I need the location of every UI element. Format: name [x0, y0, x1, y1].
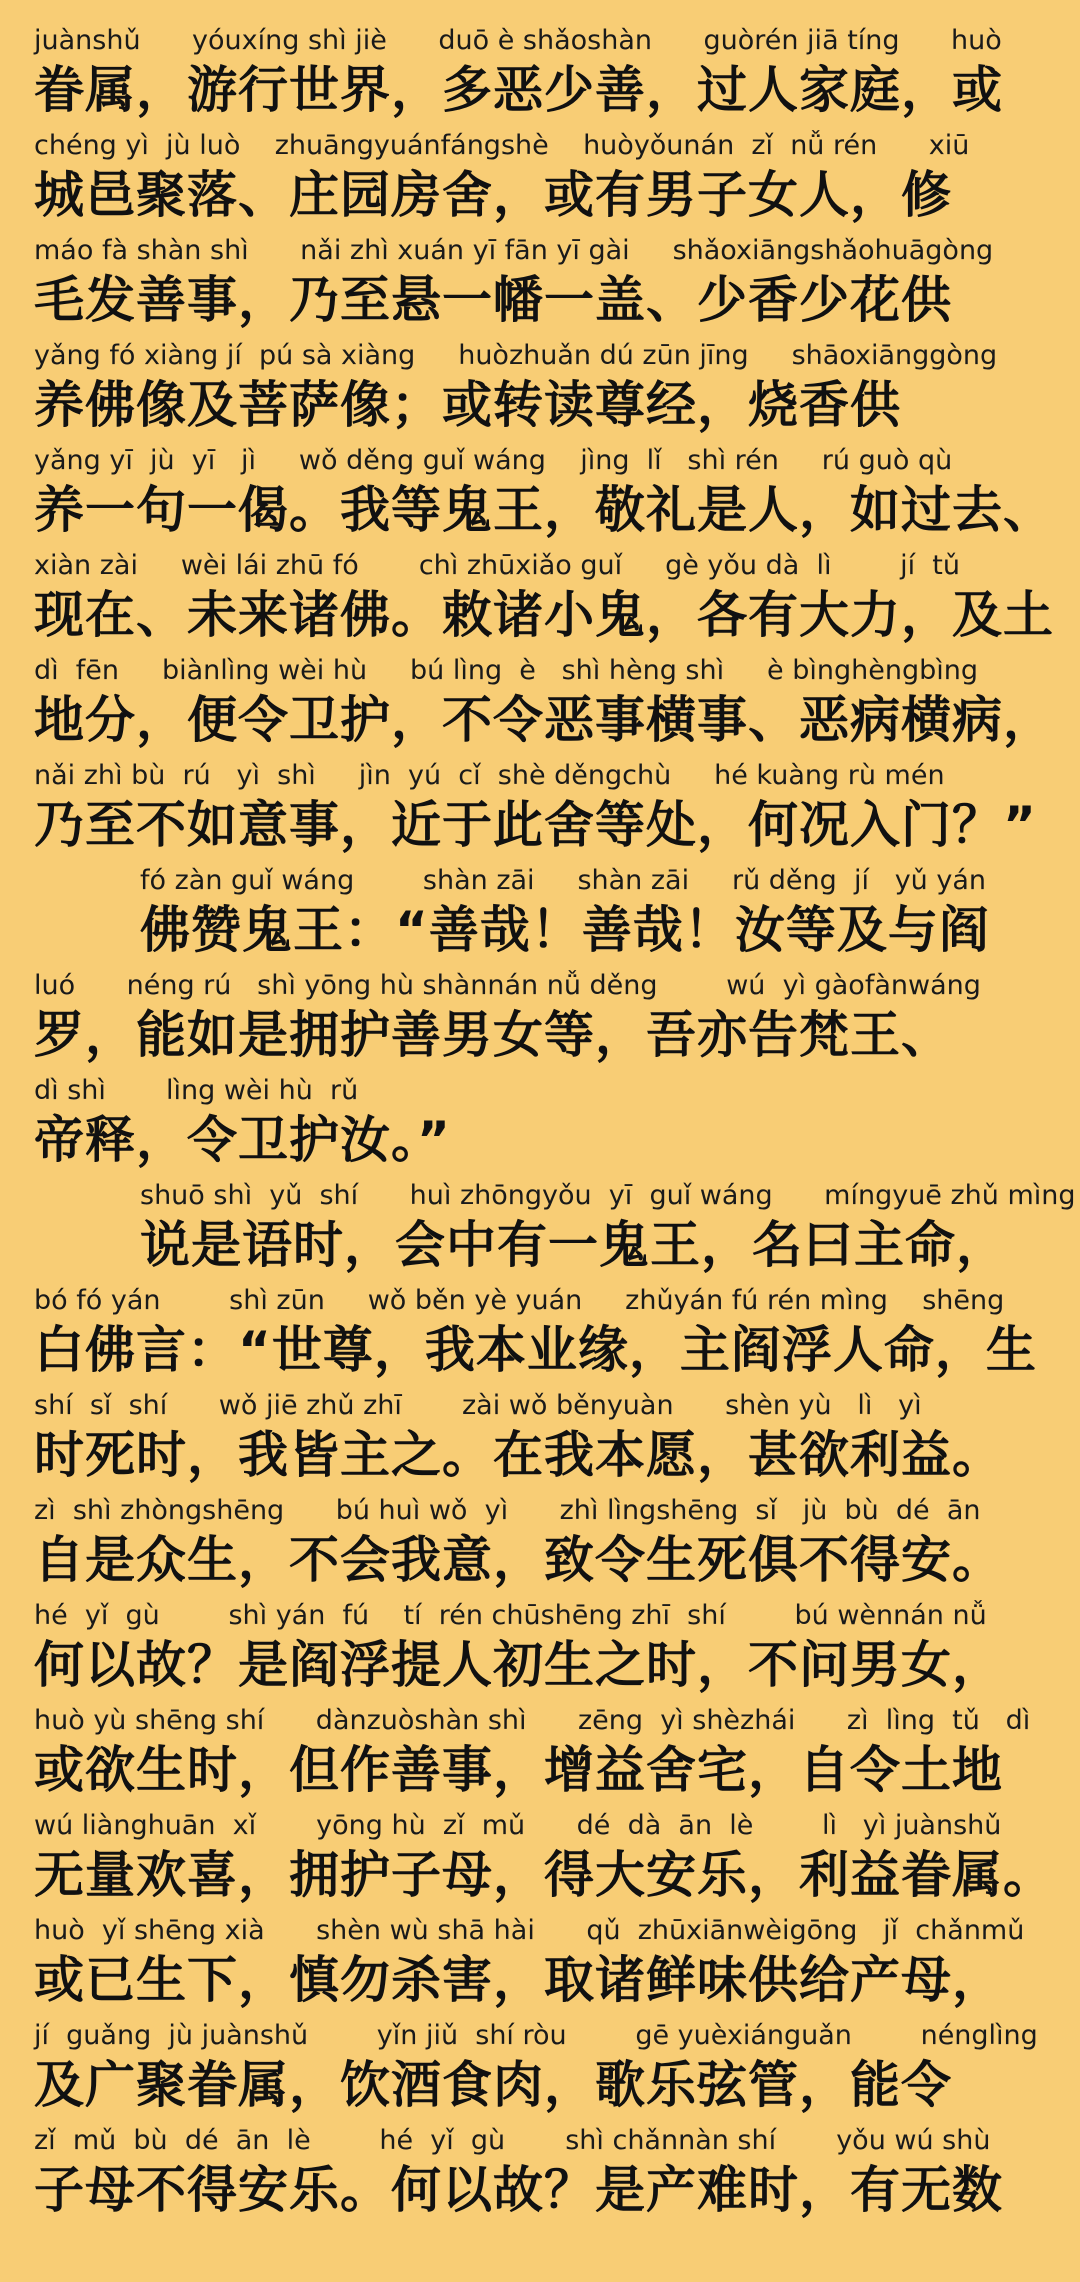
- text-line: [0, 1597, 1080, 1702]
- hanzi-line: 地分，便令卫护，不令恶事横事、恶病横病，: [34, 691, 1054, 749]
- hanzi-line: 养佛像及菩萨像；或转读尊经，烧香供: [34, 376, 901, 434]
- hanzi-line: 无量欢喜，拥护子母，得大安乐，利益眷属。: [34, 1846, 1054, 1904]
- text-line: [0, 337, 1080, 442]
- hanzi-line: 佛赞鬼王：“善哉！善哉！汝等及与阎: [140, 901, 990, 959]
- pinyin-line: wú liànghuān xǐ yōng hù zǐ mǔ dé dà ān lè lì yì juànshǔ: [34, 1810, 1002, 1841]
- text-line: [0, 232, 1080, 337]
- text-line: [0, 757, 1080, 862]
- text-line: [0, 1807, 1080, 1912]
- hanzi-line: 乃至不如意事，近于此舍等处，何况入门？”: [34, 796, 1037, 854]
- pinyin-line: huò yù shēng shí dànzuòshàn shì zēng yì shèzhái zì lìng tǔ dì: [34, 1705, 1031, 1736]
- pinyin-line: jí guǎng jù juànshǔ yǐn jiǔ shí ròu gē yuèxiánguǎn nénglìng: [34, 2020, 1038, 2051]
- text-line: [0, 1387, 1080, 1492]
- text-line: [0, 652, 1080, 757]
- text-line: [0, 862, 1080, 967]
- hanzi-line: 眷属，游行世界，多恶少善，过人家庭，或: [34, 61, 1003, 119]
- pinyin-line: bó fó yán shì zūn wǒ běn yè yuán zhǔyán fú rén mìng shēng: [34, 1285, 1005, 1316]
- hanzi-line: 或欲生时，但作善事，增益舍宅，自令土地: [34, 1741, 1003, 1799]
- hanzi-line: 自是众生，不会我意，致令生死俱不得安。: [34, 1531, 1003, 1589]
- pinyin-line: chéng yì jù luò zhuāngyuánfángshè huòyǒunán zǐ nǚ rén xiū: [34, 130, 970, 161]
- pinyin-line: xiàn zài wèi lái zhū fó chì zhūxiǎo guǐ gè yǒu dà lì jí tǔ: [34, 550, 960, 581]
- hanzi-line: 城邑聚落、庄园房舍，或有男子女人，修: [34, 166, 952, 224]
- text-line: [0, 127, 1080, 232]
- hanzi-line: 子母不得安乐。何以故？是产难时，有无数: [34, 2161, 1003, 2219]
- hanzi-line: 及广聚眷属，饮酒食肉，歌乐弦管，能令: [34, 2056, 952, 2114]
- hanzi-line: 时死时，我皆主之。在我本愿，甚欲利益。: [34, 1426, 1003, 1484]
- text-line: [0, 547, 1080, 652]
- pinyin-line: fó zàn guǐ wáng shàn zāi shàn zāi rǔ děng jí yǔ yán: [140, 865, 987, 896]
- pinyin-line: dì fēn biànlìng wèi hù bú lìng è shì hèng shì è bìnghèngbìng: [34, 655, 978, 686]
- hanzi-line: 现在、未来诸佛。敕诸小鬼，各有大力，及土: [34, 586, 1054, 644]
- hanzi-line: 何以故？是阎浮提人初生之时，不问男女，: [34, 1636, 1003, 1694]
- text-line: [0, 2017, 1080, 2122]
- pinyin-line: huò yǐ shēng xià shèn wù shā hài qǔ zhūxiānwèigōng jǐ chǎnmǔ: [34, 1915, 1025, 1946]
- pinyin-line: zǐ mǔ bù dé ān lè hé yǐ gù shì chǎnnàn shí yǒu wú shù: [34, 2125, 991, 2156]
- text-line: [0, 1072, 1080, 1177]
- hanzi-line: 毛发善事，乃至悬一幡一盖、少香少花供: [34, 271, 952, 329]
- pinyin-line: hé yǐ gù shì yán fú tí rén chūshēng zhī shí bú wènnán nǚ: [34, 1600, 987, 1631]
- text-line: [0, 442, 1080, 547]
- text-line: [0, 1492, 1080, 1597]
- pinyin-line: yǎng fó xiàng jí pú sà xiàng huòzhuǎn dú zūn jīng shāoxiānggòng: [34, 340, 998, 371]
- text-line: [0, 2122, 1080, 2227]
- text-line: [0, 1912, 1080, 2017]
- pinyin-line: luó néng rú shì yōng hù shànnán nǚ děng wú yì gàofànwáng: [34, 970, 981, 1001]
- pinyin-line: shí sǐ shí wǒ jiē zhǔ zhī zài wǒ běnyuàn shèn yù lì yì: [34, 1390, 922, 1421]
- pinyin-line: dì shì lìng wèi hù rǔ: [34, 1075, 359, 1106]
- hanzi-line: 罗，能如是拥护善男女等，吾亦告梵王、: [34, 1006, 952, 1064]
- text-line: [0, 967, 1080, 1072]
- pinyin-line: yǎng yī jù yī jì wǒ děng guǐ wáng jìng lǐ shì rén rú guò qù: [34, 445, 953, 476]
- text-line: [0, 1702, 1080, 1807]
- pinyin-line: juànshǔ yóuxíng shì jiè duō è shǎoshàn guòrén jiā tíng huò: [34, 25, 1002, 56]
- hanzi-line: 或已生下，慎勿杀害，取诸鲜味供给产母，: [34, 1951, 1003, 2009]
- text-line: [0, 1177, 1080, 1282]
- text-line: [0, 22, 1080, 127]
- text-line: [0, 1282, 1080, 1387]
- hanzi-line: 帝释，令卫护汝。”: [34, 1111, 451, 1169]
- hanzi-line: 养一句一偈。我等鬼王，敬礼是人，如过去、: [34, 481, 1054, 539]
- pinyin-line: shuō shì yǔ shí huì zhōngyǒu yī guǐ wáng míngyuē zhǔ mìng: [140, 1180, 1076, 1211]
- pinyin-line: nǎi zhì bù rú yì shì jìn yú cǐ shè děngchù hé kuàng rù mén: [34, 760, 945, 791]
- hanzi-line: 说是语时，会中有一鬼王，名曰主命，: [140, 1216, 1007, 1274]
- pinyin-line: zì shì zhòngshēng bú huì wǒ yì zhì lìngshēng sǐ jù bù dé ān: [34, 1495, 981, 1526]
- pinyin-line: máo fà shàn shì nǎi zhì xuán yī fān yī gài shǎoxiāngshǎohuāgòng: [34, 235, 994, 266]
- hanzi-line: 白佛言：“世尊，我本业缘，主阎浮人命，生: [34, 1321, 1037, 1379]
